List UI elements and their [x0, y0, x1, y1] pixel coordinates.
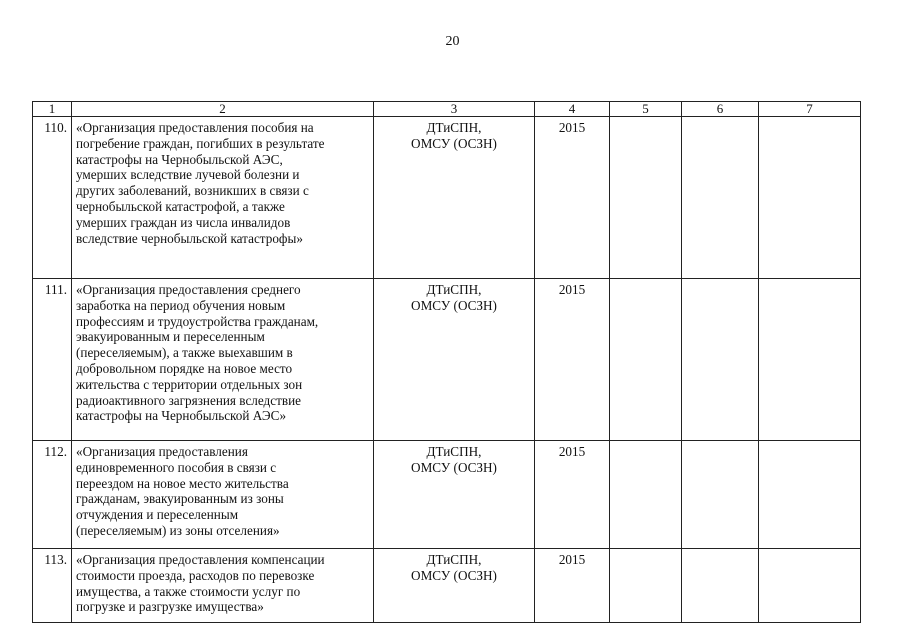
service-name-line: вследствие чернобыльской катастрофы» — [76, 230, 303, 246]
service-name-line: имущества, а также стоимости услуг по — [76, 583, 301, 599]
column-header: 1 — [33, 102, 72, 117]
service-name-line: профессиям и трудоустройства гражданам, — [76, 313, 319, 329]
service-name-line: умерших вследствие лучевой болезни и — [76, 167, 300, 183]
service-name-line: погрузке и разгрузке имущества» — [76, 599, 264, 615]
service-name-line: эвакуированным и переселенным — [76, 329, 265, 345]
executor-line: ОМСУ (ОСЗН) — [411, 567, 497, 583]
table-row — [33, 117, 861, 279]
year-cell: 2015 — [535, 549, 610, 623]
column-header: 5 — [610, 102, 682, 117]
executor-line: ДТиСПН, — [426, 120, 482, 135]
page-number: 20 — [445, 34, 460, 49]
service-name-line: «Организация предоставления — [76, 444, 248, 459]
executor-line: ОМСУ (ОСЗН) — [411, 135, 497, 151]
service-name-line: радиоактивного загрязнения вследствие — [76, 392, 302, 408]
year-cell: 2015 — [535, 117, 610, 279]
empty-cell — [759, 279, 861, 441]
row-number: 112. — [33, 441, 72, 549]
table-row — [33, 441, 861, 549]
executor-cell — [374, 549, 535, 623]
service-name-line: единовременного пособия в связи с — [76, 459, 277, 475]
service-name-line: умерших граждан из числа инвалидов — [76, 214, 291, 230]
empty-cell — [759, 117, 861, 279]
service-name-line: заработка на период обучения новым — [76, 297, 286, 313]
service-name — [72, 549, 374, 623]
year-cell: 2015 — [535, 441, 610, 549]
empty-cell — [682, 117, 759, 279]
executor-line: ДТиСПН, — [426, 444, 482, 459]
empty-cell — [759, 441, 861, 549]
column-header: 4 — [535, 102, 610, 117]
service-name-line: чернобыльской катастрофой, а также — [76, 198, 285, 214]
row-number: 111. — [33, 279, 72, 441]
empty-cell — [682, 279, 759, 441]
service-name-line: «Организация предоставления пособия на — [76, 120, 314, 135]
empty-cell — [682, 441, 759, 549]
service-name-line: гражданам, эвакуированным из зоны — [76, 491, 284, 507]
year-cell: 2015 — [535, 279, 610, 441]
service-name-line: (переселяемым), а также выехавшим в — [76, 345, 293, 361]
column-header: 3 — [374, 102, 535, 117]
table-row — [33, 549, 861, 623]
service-name-line: «Организация предоставления среднего — [76, 282, 301, 297]
services-table — [32, 101, 861, 623]
service-name-line: добровольном порядке на новое место — [76, 360, 293, 376]
service-name — [72, 279, 374, 441]
empty-cell — [610, 117, 682, 279]
column-header: 6 — [682, 102, 759, 117]
table-row — [33, 279, 861, 441]
service-name-line: переездом на новое место жительства — [76, 475, 289, 491]
service-name — [72, 117, 374, 279]
service-name-line: катастрофы на Чернобыльской АЭС» — [76, 408, 287, 424]
service-name-line: отчуждения и переселенным — [76, 507, 239, 523]
empty-cell — [610, 441, 682, 549]
empty-cell — [610, 549, 682, 623]
column-header: 2 — [72, 102, 374, 117]
executor-line: ОМСУ (ОСЗН) — [411, 297, 497, 313]
service-name-line: «Организация предоставления компенсации — [76, 552, 325, 567]
column-header: 7 — [759, 102, 861, 117]
table-header-row — [33, 102, 861, 117]
row-number: 110. — [33, 117, 72, 279]
service-name-line: стоимости проезда, расходов по перевозке — [76, 567, 315, 583]
executor-cell — [374, 279, 535, 441]
empty-cell — [682, 549, 759, 623]
executor-line: ОМСУ (ОСЗН) — [411, 459, 497, 475]
row-number: 113. — [33, 549, 72, 623]
service-name-line: катастрофы на Чернобыльской АЭС, — [76, 151, 283, 167]
executor-line: ДТиСПН, — [426, 282, 482, 297]
service-name-line: погребение граждан, погибших в результате — [76, 135, 325, 151]
service-name — [72, 441, 374, 549]
executor-cell — [374, 117, 535, 279]
service-name-line: (переселяемым) из зоны отселения» — [76, 522, 280, 538]
executor-cell — [374, 441, 535, 549]
executor-line: ДТиСПН, — [426, 552, 482, 567]
service-name-line: жительства с территории отдельных зон — [76, 376, 303, 392]
empty-cell — [610, 279, 682, 441]
service-name-line: других заболеваний, возникших в связи с — [76, 183, 309, 199]
empty-cell — [759, 549, 861, 623]
